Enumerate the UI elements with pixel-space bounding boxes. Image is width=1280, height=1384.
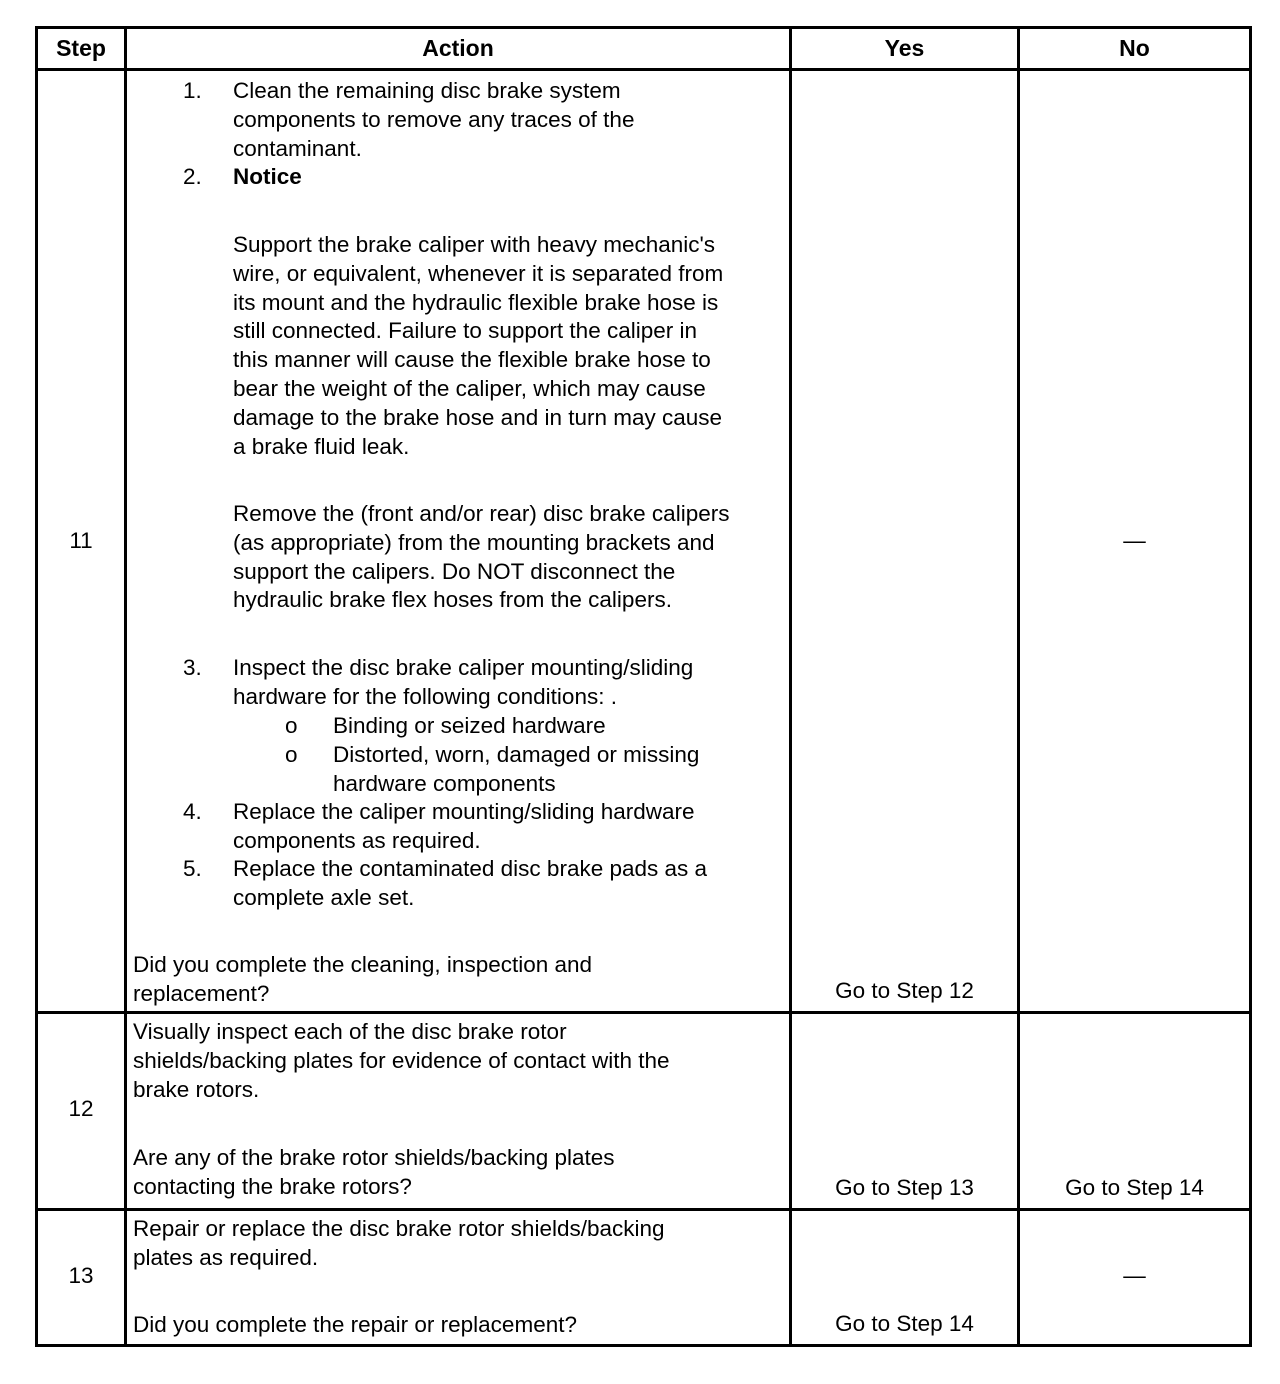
no-cell xyxy=(1019,1210,1251,1346)
question-text: Did you complete the cleaning, inspection and replacement? xyxy=(133,952,593,1006)
header-step: Step xyxy=(37,28,126,70)
no-cell xyxy=(1019,1013,1251,1210)
yes-cell xyxy=(791,1210,1019,1346)
list-number: 2. xyxy=(183,164,202,189)
bullet-icon: o xyxy=(285,713,298,738)
diagnostic-table xyxy=(35,26,1252,1347)
action-text: Visually inspect each of the disc brake rotor shields/backing plates for evidence of contact with the brake rotors. xyxy=(133,1019,670,1102)
yes-action: Go to Step 12 xyxy=(835,978,974,1003)
header-action: Action xyxy=(126,28,791,70)
yes-action: Go to Step 13 xyxy=(835,1175,974,1200)
header-no: No xyxy=(1019,28,1251,70)
question-text: Did you complete the repair or replacement? xyxy=(133,1312,577,1337)
action-cell xyxy=(126,70,791,1013)
header-row xyxy=(37,28,1251,70)
remove-instruction: Remove the (front and/or rear) disc brake calipers (as appropriate) from the mounting brackets and support the calipers. Do NOT disconnect the hydraulic brake flex hoses from the calipers. xyxy=(233,501,730,613)
list-item-text: Clean the remaining disc brake system components to remove any traces of the contaminant. xyxy=(233,78,635,161)
bullet-item-text: Binding or seized hardware xyxy=(333,713,606,738)
action-text: Repair or replace the disc brake rotor shields/backing plates as required. xyxy=(133,1216,665,1270)
bullet-icon: o xyxy=(285,742,298,767)
notice-text: Support the brake caliper with heavy mechanic's wire, or equivalent, whenever it is separated from its mount and the hydraulic flexible brake hose is still connected. Failure to support the caliper in this manner will cause the flexible brake hose to bear the weight of the caliper, which may cause damage to the brake hose and in turn may cause a brake fluid leak. xyxy=(233,232,724,459)
no-cell xyxy=(1019,70,1251,1013)
action-cell xyxy=(126,1210,791,1346)
no-action: Go to Step 14 xyxy=(1065,1175,1204,1200)
question-text: Are any of the brake rotor shields/backing plates contacting the brake rotors? xyxy=(133,1145,615,1199)
bullet-item-text: Distorted, worn, damaged or missing hardware components xyxy=(333,742,700,796)
yes-cell xyxy=(791,70,1019,1013)
list-item-text: Inspect the disc brake caliper mounting/sliding hardware for the following conditions: . xyxy=(233,655,694,709)
notice-label: Notice xyxy=(233,164,302,189)
step-cell xyxy=(37,1210,126,1346)
step-number: 13 xyxy=(68,1263,94,1288)
table-row-step-13 xyxy=(37,1210,1251,1346)
list-number: 3. xyxy=(183,655,202,680)
list-number: 5. xyxy=(183,856,202,881)
action-cell xyxy=(126,1013,791,1210)
step-number: 12 xyxy=(68,1096,94,1121)
no-action: — xyxy=(1123,1263,1146,1288)
table-row-step-11 xyxy=(37,70,1251,1013)
list-item-text: Replace the contaminated disc brake pads as a complete axle set. xyxy=(233,856,708,910)
list-item-text: Replace the caliper mounting/sliding hardware components as required. xyxy=(233,799,695,853)
step-number: 11 xyxy=(69,528,93,553)
table-row-step-12 xyxy=(37,1013,1251,1210)
step-cell xyxy=(37,1013,126,1210)
no-action: — xyxy=(1123,528,1146,553)
list-number: 4. xyxy=(183,799,202,824)
yes-action: Go to Step 14 xyxy=(835,1311,974,1336)
step-cell xyxy=(37,70,126,1013)
yes-cell xyxy=(791,1013,1019,1210)
header-yes: Yes xyxy=(791,28,1019,70)
list-number: 1. xyxy=(183,78,202,103)
